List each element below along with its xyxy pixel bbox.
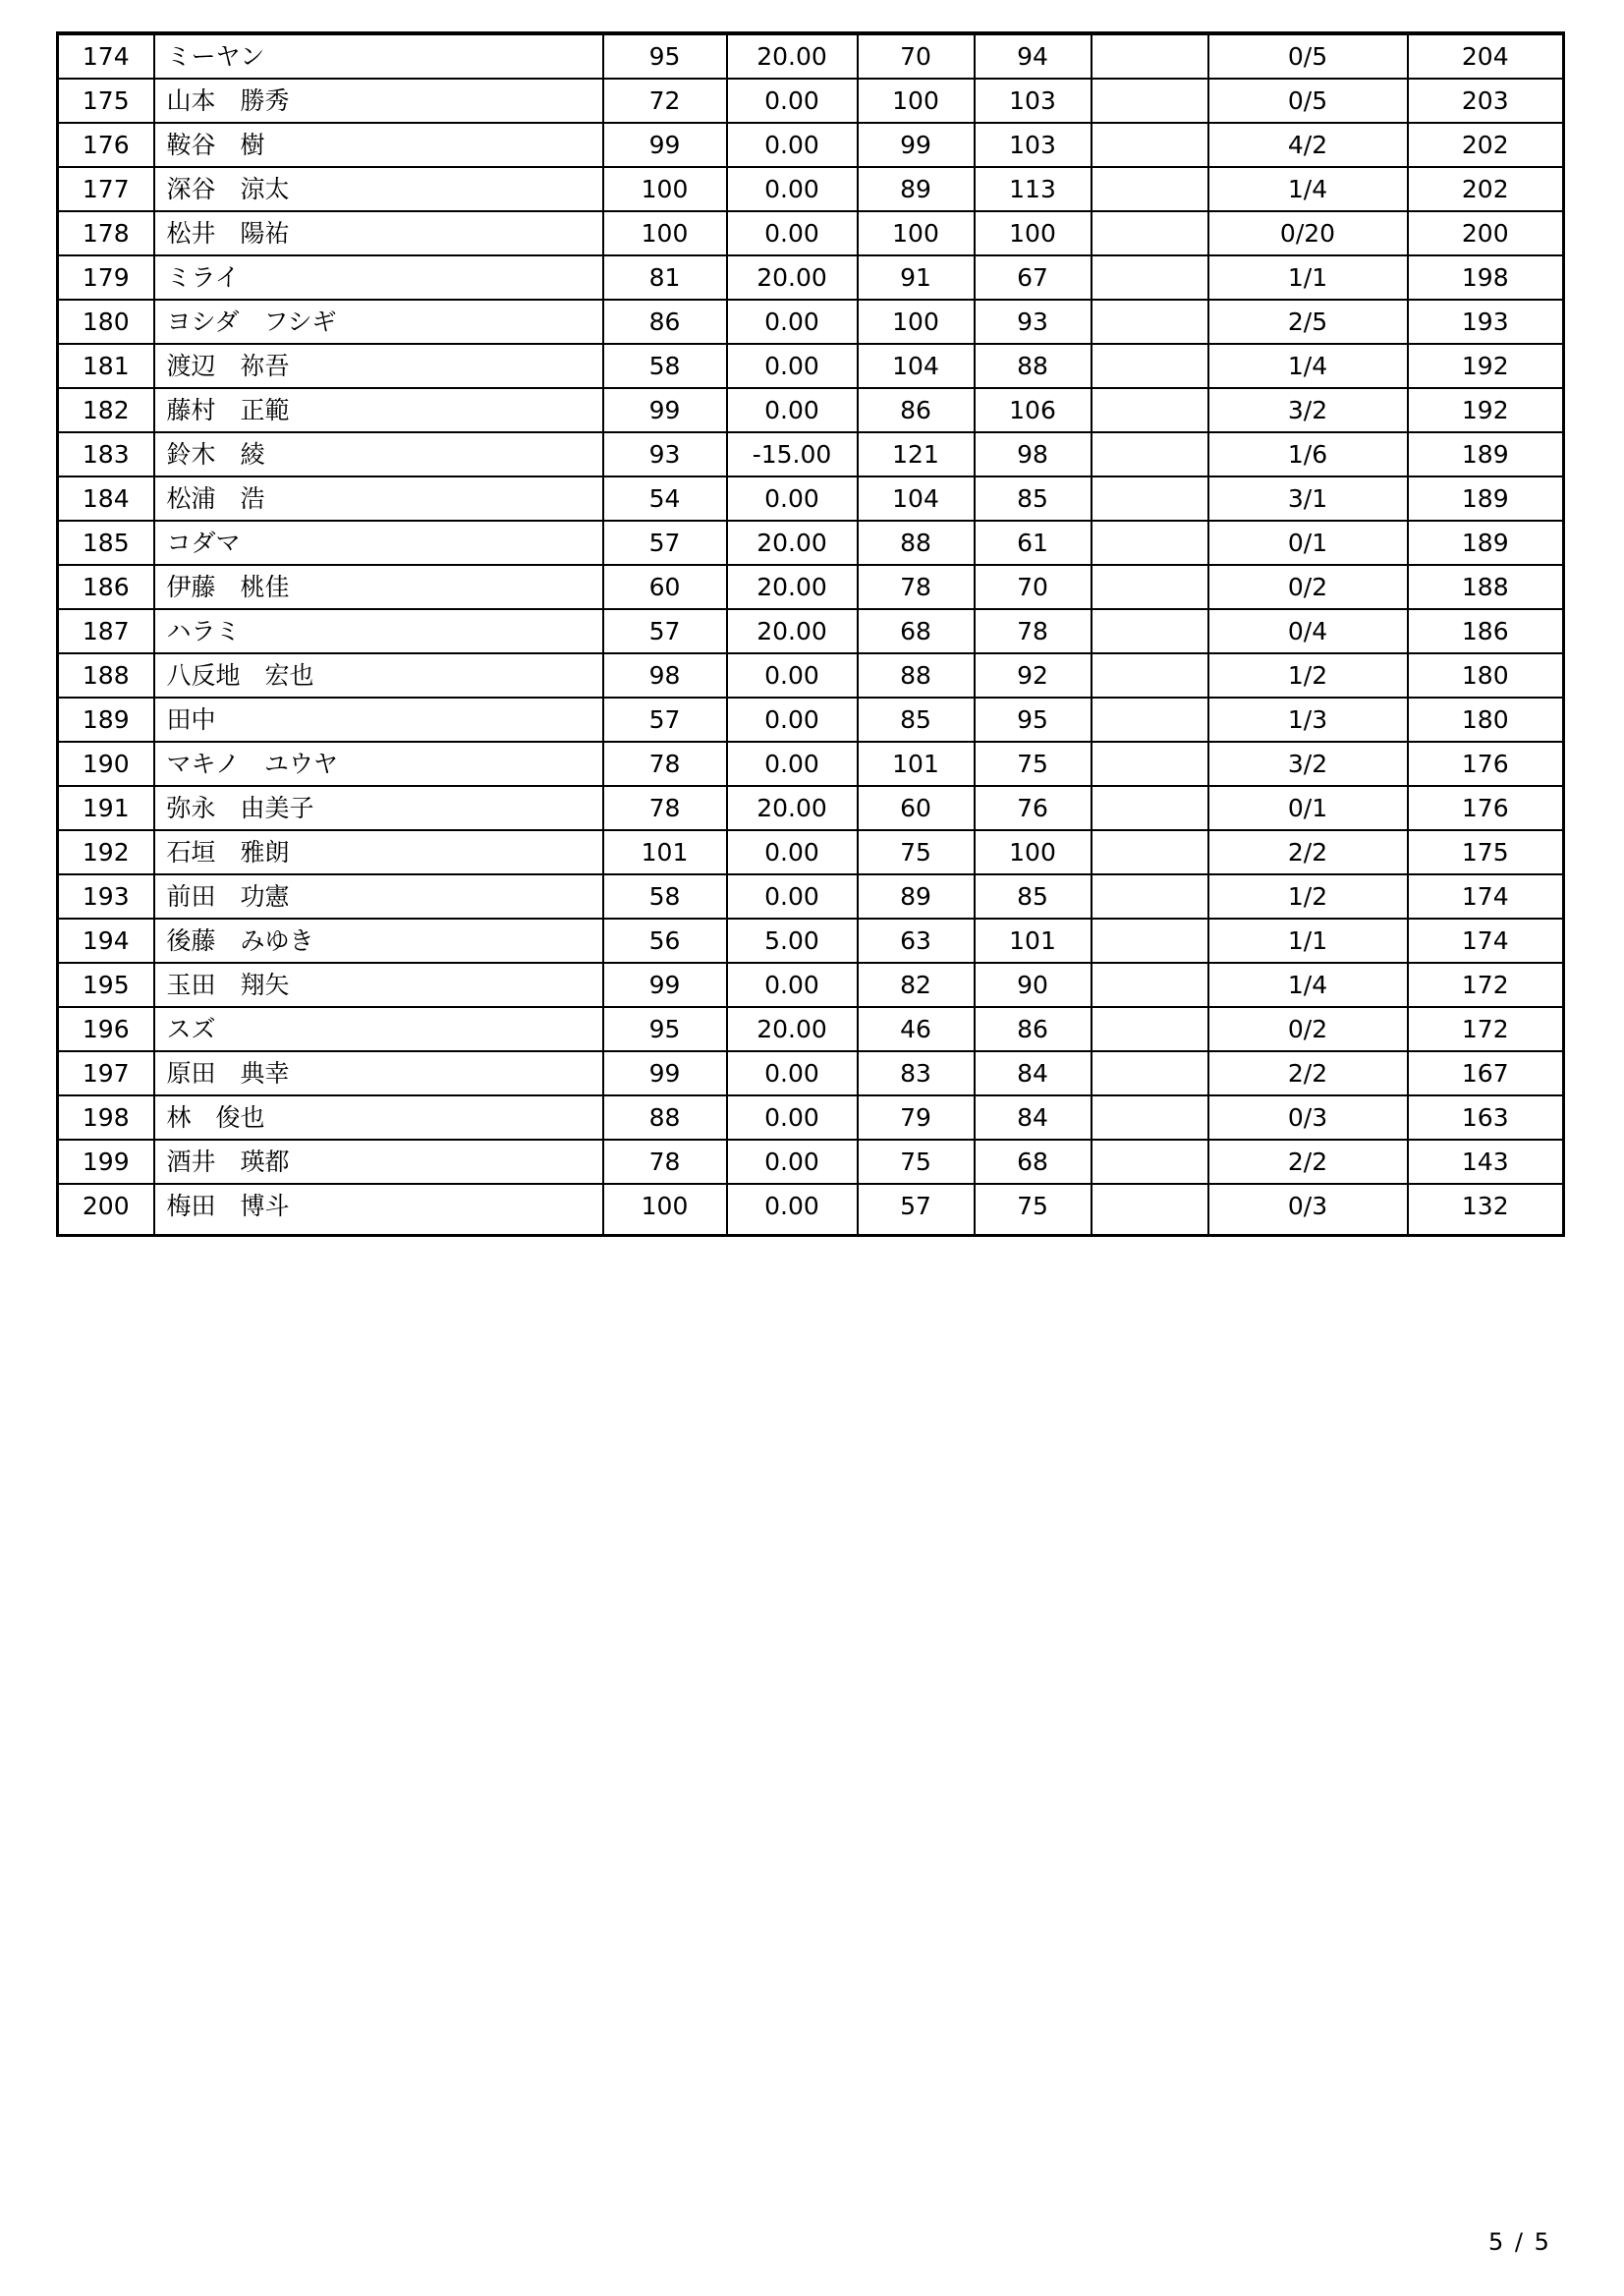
score-c-cell: 85 <box>975 874 1092 919</box>
rank-cell: 182 <box>58 388 154 432</box>
adjust-cell: 0.00 <box>727 963 858 1007</box>
score-a-cell: 99 <box>603 1051 727 1095</box>
rank-cell: 174 <box>58 33 154 79</box>
blank-cell <box>1092 344 1208 388</box>
record-cell: 0/5 <box>1208 33 1408 79</box>
total-cell: 200 <box>1408 211 1564 255</box>
score-c-cell: 75 <box>975 742 1092 786</box>
adjust-cell: 0.00 <box>727 300 858 344</box>
blank-cell <box>1092 79 1208 123</box>
score-c-cell: 103 <box>975 79 1092 123</box>
blank-cell <box>1092 919 1208 963</box>
record-cell: 2/2 <box>1208 1051 1408 1095</box>
total-cell: 174 <box>1408 874 1564 919</box>
blank-cell <box>1092 698 1208 742</box>
name-cell: 弥永 由美子 <box>154 786 603 830</box>
total-cell: 192 <box>1408 388 1564 432</box>
blank-cell <box>1092 653 1208 698</box>
adjust-cell: 20.00 <box>727 786 858 830</box>
table-row <box>58 476 1564 521</box>
score-a-cell: 72 <box>603 79 727 123</box>
score-c-cell: 95 <box>975 698 1092 742</box>
total-cell: 204 <box>1408 33 1564 79</box>
score-a-cell: 60 <box>603 565 727 609</box>
record-cell: 3/1 <box>1208 476 1408 521</box>
blank-cell <box>1092 1140 1208 1184</box>
adjust-cell: 0.00 <box>727 698 858 742</box>
adjust-cell: 20.00 <box>727 1007 858 1051</box>
total-cell: 176 <box>1408 786 1564 830</box>
adjust-cell: 0.00 <box>727 1184 858 1236</box>
table-row <box>58 919 1564 963</box>
score-a-cell: 99 <box>603 388 727 432</box>
name-cell: ミーヤン <box>154 33 603 79</box>
total-cell: 163 <box>1408 1095 1564 1140</box>
record-cell: 0/2 <box>1208 565 1408 609</box>
rank-cell: 198 <box>58 1095 154 1140</box>
rank-cell: 188 <box>58 653 154 698</box>
table-row <box>58 742 1564 786</box>
record-cell: 1/1 <box>1208 255 1408 300</box>
blank-cell <box>1092 830 1208 874</box>
adjust-cell: 0.00 <box>727 1051 858 1095</box>
score-b-cell: 91 <box>858 255 975 300</box>
score-b-cell: 70 <box>858 33 975 79</box>
score-c-cell: 88 <box>975 344 1092 388</box>
score-b-cell: 57 <box>858 1184 975 1236</box>
rank-cell: 184 <box>58 476 154 521</box>
table-row <box>58 874 1564 919</box>
blank-cell <box>1092 123 1208 167</box>
name-cell: ヨシダ フシギ <box>154 300 603 344</box>
record-cell: 1/4 <box>1208 344 1408 388</box>
table-row <box>58 1184 1564 1236</box>
table-row <box>58 653 1564 698</box>
rank-cell: 177 <box>58 167 154 211</box>
record-cell: 1/4 <box>1208 167 1408 211</box>
table-row <box>58 1095 1564 1140</box>
results-table <box>56 31 1565 1237</box>
table-row <box>58 963 1564 1007</box>
score-a-cell: 57 <box>603 609 727 653</box>
score-c-cell: 113 <box>975 167 1092 211</box>
name-cell: 後藤 みゆき <box>154 919 603 963</box>
score-a-cell: 78 <box>603 742 727 786</box>
score-c-cell: 67 <box>975 255 1092 300</box>
rank-cell: 185 <box>58 521 154 565</box>
score-a-cell: 101 <box>603 830 727 874</box>
blank-cell <box>1092 388 1208 432</box>
blank-cell <box>1092 963 1208 1007</box>
name-cell: 梅田 博斗 <box>154 1184 603 1236</box>
rank-cell: 178 <box>58 211 154 255</box>
record-cell: 0/3 <box>1208 1095 1408 1140</box>
score-a-cell: 99 <box>603 123 727 167</box>
blank-cell <box>1092 33 1208 79</box>
record-cell: 0/1 <box>1208 521 1408 565</box>
record-cell: 2/2 <box>1208 1140 1408 1184</box>
total-cell: 180 <box>1408 698 1564 742</box>
rank-cell: 200 <box>58 1184 154 1236</box>
adjust-cell: 20.00 <box>727 609 858 653</box>
score-a-cell: 81 <box>603 255 727 300</box>
table-row <box>58 211 1564 255</box>
blank-cell <box>1092 300 1208 344</box>
name-cell: ハラミ <box>154 609 603 653</box>
score-b-cell: 104 <box>858 344 975 388</box>
score-b-cell: 89 <box>858 874 975 919</box>
score-b-cell: 86 <box>858 388 975 432</box>
record-cell: 0/5 <box>1208 79 1408 123</box>
name-cell: 深谷 涼太 <box>154 167 603 211</box>
blank-cell <box>1092 476 1208 521</box>
rank-cell: 186 <box>58 565 154 609</box>
score-a-cell: 88 <box>603 1095 727 1140</box>
name-cell: 原田 典幸 <box>154 1051 603 1095</box>
score-b-cell: 68 <box>858 609 975 653</box>
total-cell: 176 <box>1408 742 1564 786</box>
rank-cell: 183 <box>58 432 154 476</box>
score-b-cell: 75 <box>858 1140 975 1184</box>
rank-cell: 195 <box>58 963 154 1007</box>
name-cell: 松浦 浩 <box>154 476 603 521</box>
page-number: 5 / 5 <box>1488 2228 1551 2256</box>
name-cell: 伊藤 桃佳 <box>154 565 603 609</box>
table-row <box>58 521 1564 565</box>
adjust-cell: 0.00 <box>727 211 858 255</box>
rank-cell: 192 <box>58 830 154 874</box>
adjust-cell: 0.00 <box>727 874 858 919</box>
table-row <box>58 388 1564 432</box>
table-row <box>58 698 1564 742</box>
adjust-cell: 0.00 <box>727 830 858 874</box>
score-b-cell: 78 <box>858 565 975 609</box>
score-c-cell: 86 <box>975 1007 1092 1051</box>
score-b-cell: 85 <box>858 698 975 742</box>
blank-cell <box>1092 874 1208 919</box>
rank-cell: 190 <box>58 742 154 786</box>
name-cell: 前田 功憲 <box>154 874 603 919</box>
blank-cell <box>1092 1095 1208 1140</box>
blank-cell <box>1092 1007 1208 1051</box>
score-c-cell: 103 <box>975 123 1092 167</box>
blank-cell <box>1092 742 1208 786</box>
blank-cell <box>1092 167 1208 211</box>
record-cell: 1/3 <box>1208 698 1408 742</box>
rank-cell: 189 <box>58 698 154 742</box>
score-b-cell: 75 <box>858 830 975 874</box>
name-cell: 林 俊也 <box>154 1095 603 1140</box>
score-b-cell: 100 <box>858 211 975 255</box>
total-cell: 174 <box>1408 919 1564 963</box>
table-row <box>58 79 1564 123</box>
adjust-cell: 0.00 <box>727 167 858 211</box>
blank-cell <box>1092 786 1208 830</box>
name-cell: 八反地 宏也 <box>154 653 603 698</box>
score-b-cell: 89 <box>858 167 975 211</box>
record-cell: 3/2 <box>1208 742 1408 786</box>
total-cell: 192 <box>1408 344 1564 388</box>
total-cell: 189 <box>1408 521 1564 565</box>
record-cell: 0/20 <box>1208 211 1408 255</box>
total-cell: 143 <box>1408 1140 1564 1184</box>
total-cell: 167 <box>1408 1051 1564 1095</box>
score-c-cell: 68 <box>975 1140 1092 1184</box>
score-b-cell: 104 <box>858 476 975 521</box>
adjust-cell: 0.00 <box>727 476 858 521</box>
total-cell: 202 <box>1408 123 1564 167</box>
name-cell: スズ <box>154 1007 603 1051</box>
blank-cell <box>1092 565 1208 609</box>
score-c-cell: 84 <box>975 1095 1092 1140</box>
score-b-cell: 60 <box>858 786 975 830</box>
adjust-cell: 0.00 <box>727 344 858 388</box>
blank-cell <box>1092 1184 1208 1236</box>
score-a-cell: 78 <box>603 786 727 830</box>
score-a-cell: 78 <box>603 1140 727 1184</box>
rank-cell: 199 <box>58 1140 154 1184</box>
total-cell: 198 <box>1408 255 1564 300</box>
rank-cell: 197 <box>58 1051 154 1095</box>
rank-cell: 175 <box>58 79 154 123</box>
record-cell: 2/5 <box>1208 300 1408 344</box>
rank-cell: 193 <box>58 874 154 919</box>
adjust-cell: 20.00 <box>727 521 858 565</box>
record-cell: 0/3 <box>1208 1184 1408 1236</box>
table-row <box>58 432 1564 476</box>
total-cell: 189 <box>1408 476 1564 521</box>
blank-cell <box>1092 609 1208 653</box>
name-cell: 酒井 瑛都 <box>154 1140 603 1184</box>
rank-cell: 176 <box>58 123 154 167</box>
record-cell: 1/4 <box>1208 963 1408 1007</box>
total-cell: 180 <box>1408 653 1564 698</box>
score-a-cell: 57 <box>603 521 727 565</box>
total-cell: 172 <box>1408 1007 1564 1051</box>
total-cell: 202 <box>1408 167 1564 211</box>
record-cell: 1/2 <box>1208 653 1408 698</box>
record-cell: 0/1 <box>1208 786 1408 830</box>
table-row <box>58 830 1564 874</box>
score-a-cell: 58 <box>603 344 727 388</box>
name-cell: 石垣 雅朗 <box>154 830 603 874</box>
score-b-cell: 101 <box>858 742 975 786</box>
score-a-cell: 100 <box>603 211 727 255</box>
name-cell: 田中 <box>154 698 603 742</box>
score-c-cell: 101 <box>975 919 1092 963</box>
table-row <box>58 167 1564 211</box>
rank-cell: 179 <box>58 255 154 300</box>
score-c-cell: 94 <box>975 33 1092 79</box>
blank-cell <box>1092 1051 1208 1095</box>
table-row <box>58 565 1564 609</box>
score-a-cell: 98 <box>603 653 727 698</box>
table-row <box>58 300 1564 344</box>
total-cell: 189 <box>1408 432 1564 476</box>
record-cell: 0/4 <box>1208 609 1408 653</box>
adjust-cell: 20.00 <box>727 565 858 609</box>
score-a-cell: 100 <box>603 167 727 211</box>
score-b-cell: 46 <box>858 1007 975 1051</box>
total-cell: 188 <box>1408 565 1564 609</box>
table-row <box>58 1051 1564 1095</box>
score-c-cell: 85 <box>975 476 1092 521</box>
rank-cell: 194 <box>58 919 154 963</box>
score-a-cell: 56 <box>603 919 727 963</box>
total-cell: 193 <box>1408 300 1564 344</box>
rank-cell: 181 <box>58 344 154 388</box>
score-c-cell: 78 <box>975 609 1092 653</box>
adjust-cell: 0.00 <box>727 123 858 167</box>
name-cell: マキノ ユウヤ <box>154 742 603 786</box>
score-c-cell: 106 <box>975 388 1092 432</box>
blank-cell <box>1092 521 1208 565</box>
score-b-cell: 100 <box>858 300 975 344</box>
record-cell: 1/2 <box>1208 874 1408 919</box>
adjust-cell: 0.00 <box>727 388 858 432</box>
record-cell: 1/1 <box>1208 919 1408 963</box>
score-c-cell: 70 <box>975 565 1092 609</box>
score-c-cell: 100 <box>975 211 1092 255</box>
score-c-cell: 76 <box>975 786 1092 830</box>
adjust-cell: 0.00 <box>727 1095 858 1140</box>
score-a-cell: 93 <box>603 432 727 476</box>
record-cell: 2/2 <box>1208 830 1408 874</box>
score-b-cell: 88 <box>858 653 975 698</box>
table-row <box>58 1007 1564 1051</box>
rank-cell: 187 <box>58 609 154 653</box>
table-row <box>58 33 1564 79</box>
score-c-cell: 90 <box>975 963 1092 1007</box>
blank-cell <box>1092 255 1208 300</box>
score-b-cell: 99 <box>858 123 975 167</box>
score-b-cell: 79 <box>858 1095 975 1140</box>
record-cell: 0/2 <box>1208 1007 1408 1051</box>
name-cell: 鞍谷 樹 <box>154 123 603 167</box>
record-cell: 1/6 <box>1208 432 1408 476</box>
score-a-cell: 95 <box>603 33 727 79</box>
score-a-cell: 57 <box>603 698 727 742</box>
score-c-cell: 84 <box>975 1051 1092 1095</box>
record-cell: 4/2 <box>1208 123 1408 167</box>
score-c-cell: 75 <box>975 1184 1092 1236</box>
total-cell: 175 <box>1408 830 1564 874</box>
blank-cell <box>1092 211 1208 255</box>
adjust-cell: 20.00 <box>727 255 858 300</box>
adjust-cell: 0.00 <box>727 742 858 786</box>
name-cell: 山本 勝秀 <box>154 79 603 123</box>
table-row <box>58 609 1564 653</box>
score-a-cell: 58 <box>603 874 727 919</box>
score-a-cell: 99 <box>603 963 727 1007</box>
adjust-cell: 5.00 <box>727 919 858 963</box>
score-a-cell: 95 <box>603 1007 727 1051</box>
total-cell: 172 <box>1408 963 1564 1007</box>
blank-cell <box>1092 432 1208 476</box>
table-row <box>58 786 1564 830</box>
rank-cell: 196 <box>58 1007 154 1051</box>
name-cell: 松井 陽祐 <box>154 211 603 255</box>
name-cell: ミライ <box>154 255 603 300</box>
total-cell: 203 <box>1408 79 1564 123</box>
score-c-cell: 92 <box>975 653 1092 698</box>
total-cell: 132 <box>1408 1184 1564 1236</box>
score-b-cell: 100 <box>858 79 975 123</box>
rank-cell: 191 <box>58 786 154 830</box>
score-a-cell: 86 <box>603 300 727 344</box>
table-row <box>58 255 1564 300</box>
table-body <box>58 33 1564 1236</box>
table-row <box>58 123 1564 167</box>
score-b-cell: 63 <box>858 919 975 963</box>
total-cell: 186 <box>1408 609 1564 653</box>
name-cell: 藤村 正範 <box>154 388 603 432</box>
adjust-cell: -15.00 <box>727 432 858 476</box>
rank-cell: 180 <box>58 300 154 344</box>
score-a-cell: 100 <box>603 1184 727 1236</box>
adjust-cell: 0.00 <box>727 79 858 123</box>
score-c-cell: 93 <box>975 300 1092 344</box>
score-c-cell: 61 <box>975 521 1092 565</box>
score-b-cell: 83 <box>858 1051 975 1095</box>
score-a-cell: 54 <box>603 476 727 521</box>
score-c-cell: 98 <box>975 432 1092 476</box>
table-row <box>58 1140 1564 1184</box>
record-cell: 3/2 <box>1208 388 1408 432</box>
score-b-cell: 121 <box>858 432 975 476</box>
name-cell: 渡辺 祢吾 <box>154 344 603 388</box>
score-b-cell: 88 <box>858 521 975 565</box>
name-cell: 鈴木 綾 <box>154 432 603 476</box>
adjust-cell: 20.00 <box>727 33 858 79</box>
score-c-cell: 100 <box>975 830 1092 874</box>
score-b-cell: 82 <box>858 963 975 1007</box>
name-cell: 玉田 翔矢 <box>154 963 603 1007</box>
adjust-cell: 0.00 <box>727 1140 858 1184</box>
name-cell: コダマ <box>154 521 603 565</box>
adjust-cell: 0.00 <box>727 653 858 698</box>
table-row <box>58 344 1564 388</box>
